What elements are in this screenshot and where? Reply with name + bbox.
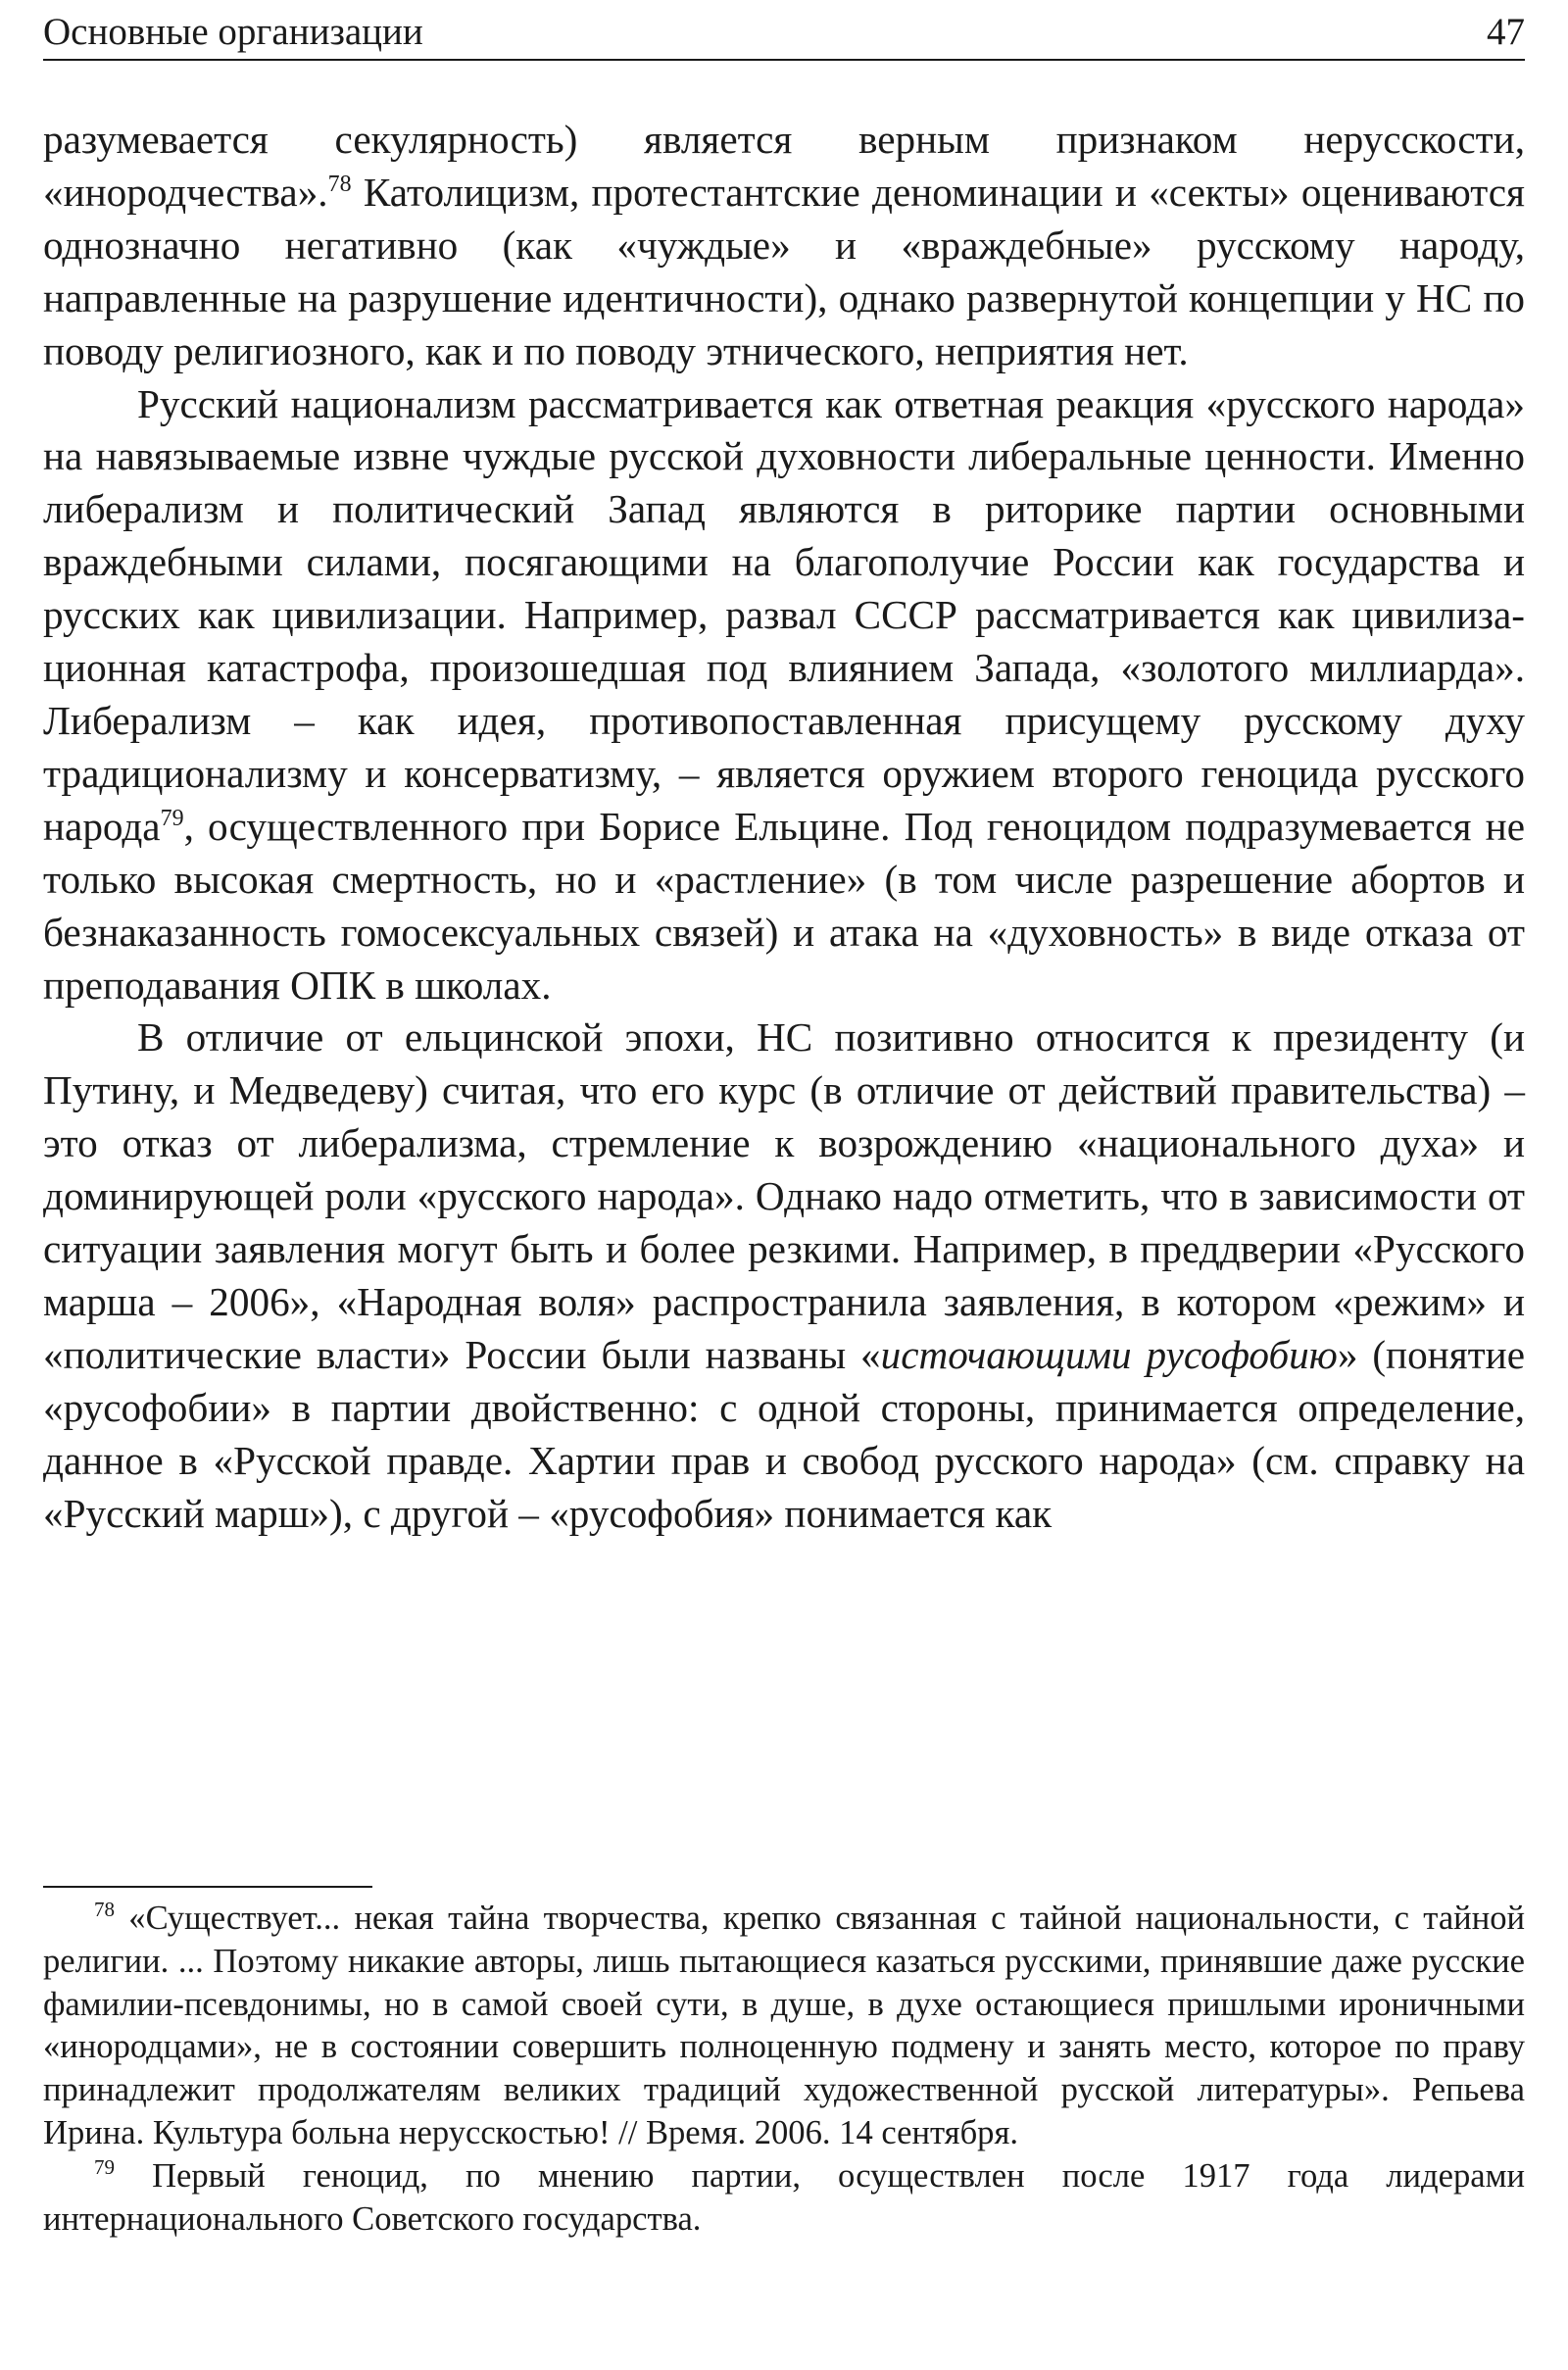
- paragraph-3-italic-quote: источающими русофобию: [880, 1331, 1338, 1377]
- main-text: [43, 114, 1525, 1540]
- paragraph-3-text-a: В отличие от ельцинской эпохи, НС позитивно относится к президенту (и Путину, и Медведеву) считая, что его курс (в отличие от действий правительства) – это отказ от либерализма, стремление к возрождению «национального духа» и доминирующей роли «русского народа». Однако надо отметить, что в зависимости от ситуации заявления могут быть и более резкими. Например, в преддверии «Русского марша – 2006», «Народная воля» распространила заявления, в котором «режим» и «политические власти» России были названы «: [43, 1014, 1525, 1377]
- footnote-ref-78[interactable]: 78: [327, 171, 352, 197]
- book-page: [43, 0, 1525, 2370]
- paragraph-1: [43, 114, 1525, 378]
- footnote-text: Первый геноцид, по мнению партии, осуществлен после 1917 года лидерами интернационального Советского государства.: [43, 2156, 1525, 2238]
- footnote-number: 78: [94, 1898, 115, 1921]
- footnote-number: 79: [94, 2154, 115, 2179]
- paragraph-2-text-b: , осуществленного при Борисе Ельцине. Под геноцидом подразумевается не только высокая смертность, но и «растление» (в том числе разрешение абортов и безнаказанность гомосексуальных связей) и атака на «духовность» в виде отказа от преподавания ОПК в школах.: [43, 803, 1525, 1008]
- footnote-text: «Существует... некая тайна творчества, крепко связанная с тайной национальности, с тайной религии. ... Поэтому никакие авторы, лишь пытающиеся казаться русскими, принявшие даже русские фамилии-псевдонимы, но в самой своей сути, в душе, в духе остающиеся пришлыми ироничными «инородцами», не в состоянии совершить полноценную подмену и занять место, которое по праву принадлежит продолжателям великих традиций художественной русской литературы». Репьева Ирина. Культура больна нерусскостью! // Время. 2006. 14 сентября.: [43, 1900, 1525, 2151]
- footnote-separator: [43, 1886, 372, 1888]
- footnote-ref-79[interactable]: 79: [160, 805, 184, 831]
- paragraph-1-text-b: Католицизм, протестантские деноминации и «секты» оцениваются однозначно негативно (как «чуждые» и «враждебные» русскому народу, направленные на разрушение идентичности), однако развернутой концепции у НС по поводу религиозного, как и по поводу этнического, неприятия нет.: [43, 169, 1525, 373]
- section-title: Основные организации: [43, 11, 423, 53]
- page-number: 47: [1487, 11, 1525, 53]
- footnote-79: [43, 2155, 1525, 2242]
- footnotes: [43, 1898, 1525, 2241]
- paragraph-1-text-a: разумевается секулярность) является верным признаком нерусскости, «инородчества».: [43, 117, 1525, 215]
- paragraph-3: [43, 1012, 1525, 1540]
- running-header: [43, 6, 1525, 61]
- footnote-78: [43, 1898, 1525, 2155]
- paragraph-2-text-a: Русский национализм рассматривается как ответная реакция «русского народа» на навязываемые извне чуждые русской духовности либеральные ценности. Именно либерализм и политический Запад являются в риторике партии основными враждебными силами, посягающими на благополучие России как государства и русских как цивилизации. Например, развал СССР рассматривается как цивилизационная катастрофа, произошедшая под влиянием Запада, «золотого миллиарда». Либерализм – как идея, противопоставленная присущему русскому духу традиционализму и консерватизму, – является оружием второго геноцида русского народа: [43, 380, 1525, 849]
- paragraph-2: [43, 378, 1525, 1012]
- paragraph-3-text-b: » (понятие «русофобии» в партии двойственно: с одной стороны, принимается определение, данное в «Русской правде. Хартии прав и свобод русского народа» (см. справку на «Русский марш»), с другой – «русофобия» понимается как: [43, 1331, 1525, 1536]
